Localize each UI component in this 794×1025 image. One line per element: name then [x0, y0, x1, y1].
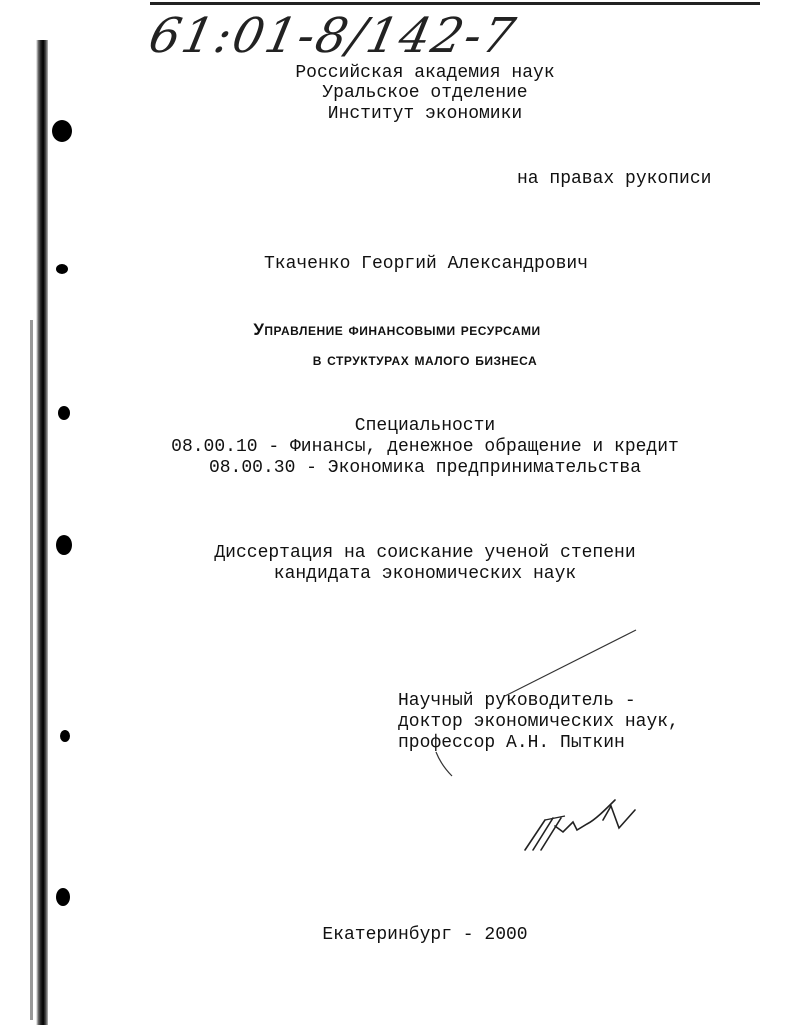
city-year: Екатеринбург - 2000	[322, 925, 528, 945]
scan-top-edge	[150, 2, 760, 5]
specialty-item-2: 08.00.30 - Экономика предпринимательства	[208, 458, 642, 478]
header-line-branch: Уральское отделение	[322, 83, 528, 103]
scan-binding-edge	[36, 40, 48, 1025]
supervisor-line-2: доктор экономических наук,	[398, 712, 679, 732]
handwritten-catalog-code: 61:01-8/142-7	[144, 8, 522, 64]
specialty-item-1: 08.00.10 - Финансы, денежное обращение и кредит	[171, 437, 679, 457]
supervisor-line-3: профессор А.Н. Пыткин	[398, 733, 625, 753]
punch-hole-mark	[56, 888, 70, 906]
supervisor-line-1: Научный руководитель -	[398, 691, 636, 711]
title-line-2: в структурах малого бизнеса	[312, 350, 538, 369]
header-line-academy: Российская академия наук	[295, 63, 555, 83]
manuscript-note: на правах рукописи	[517, 169, 712, 189]
supervisor-signature	[515, 780, 645, 860]
title-line-1: Управление финансовыми ресурсами	[253, 320, 541, 339]
author-name: Ткаченко Георгий Александрович	[263, 254, 589, 274]
dissertation-line-2: кандидата экономических наук	[273, 564, 577, 584]
header-line-institute: Институт экономики	[327, 104, 523, 124]
dissertation-line-1: Диссертация на соискание ученой степени	[214, 543, 636, 563]
specialties-heading: Специальности	[354, 416, 496, 436]
punch-hole-mark	[60, 730, 70, 742]
